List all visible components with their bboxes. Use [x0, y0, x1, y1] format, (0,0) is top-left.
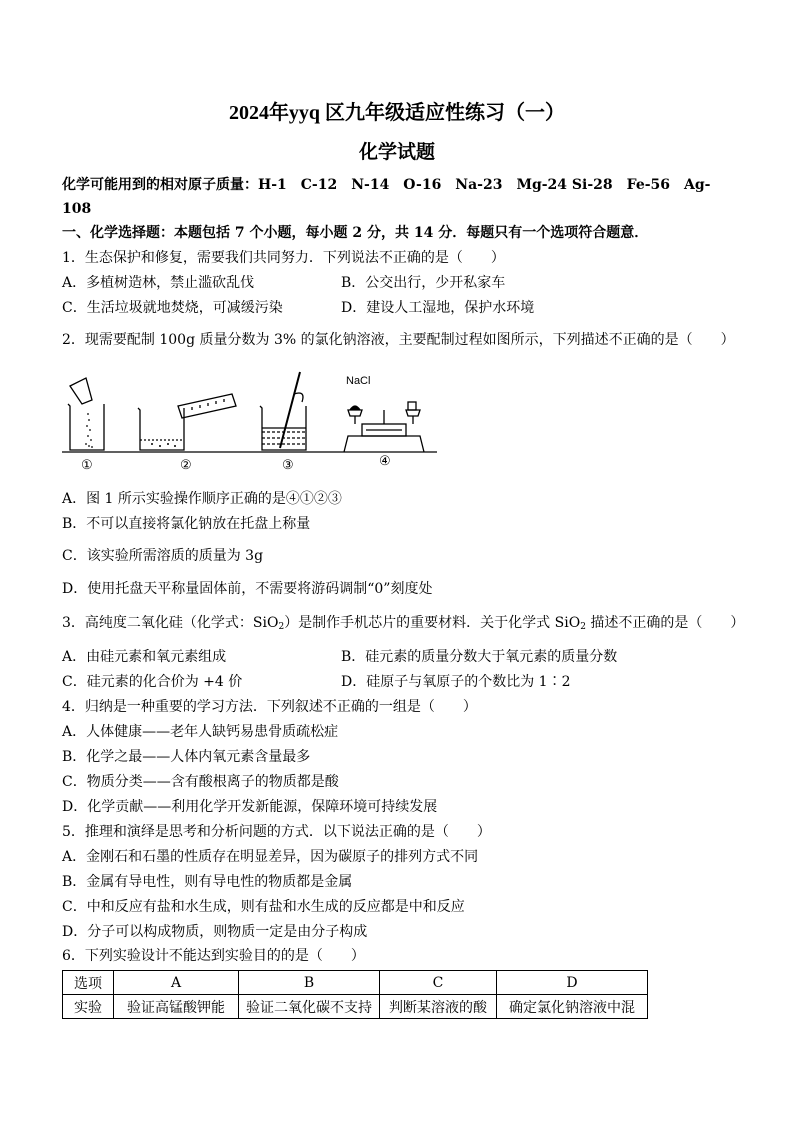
q3-stem-part1: 3．高纯度二氧化硅（化学式：SiO [62, 615, 279, 631]
q3-stem [62, 613, 744, 637]
atomic-masses-line1: 化学可能用到的相对原子质量：H-1 C-12 N-14 O-16 Na-23 Mg-24 Si-28 Fe-56 Ag- [62, 177, 711, 193]
q3-stem-part3: 描述不正确的是（ ） [585, 615, 745, 631]
exam-subtitle: 化学试题 [358, 142, 435, 163]
table-cell: 确定氯化钠溶液中混 [497, 995, 648, 1019]
q5-option-c: C．中和反应有盐和水生成，则有盐和水生成的反应都是中和反应 [62, 899, 465, 915]
q3-option-d: D．硅原子与氧原子的个数比为 1∶2 [341, 674, 571, 690]
section-heading: 一、化学选择题：本题包括 7 个小题，每小题 2 分，共 14 分．每题只有一个选项符合题意． [62, 225, 649, 241]
q3-subscript-1: 2 [278, 622, 285, 632]
q2-figure [62, 370, 442, 480]
figure-label-1: ① [81, 458, 93, 473]
table-cell: 验证二氧化碳不支持 [239, 995, 380, 1019]
q3-subscript-2: 2 [580, 622, 586, 632]
q2-stem: 2．现需要配制 100g 质量分数为 3% 的氯化钠溶液，主要配制过程如图所示，下列描述不正确的是（ ） [62, 332, 735, 348]
figure-label-3: ③ [282, 458, 294, 473]
q6-stem: 6．下列实验设计不能达到实验目的的是（ ） [62, 948, 365, 964]
q2-option-d: D．使用托盘天平称量固体前，不需要将游码调制“0”刻度处 [62, 581, 433, 597]
q1-option-d: D．建设人工湿地，保护水环境 [341, 300, 535, 316]
q1-option-b: B．公交出行，少开私家车 [341, 275, 506, 291]
q5-option-b: B．金属有导电性，则有导电性的物质都是金属 [62, 874, 353, 890]
q4-stem: 4．归纳是一种重要的学习方法．下列叙述不正确的一组是（ ） [62, 699, 477, 715]
table-cell: 判断某溶液的酸 [380, 995, 497, 1019]
q6-table [62, 970, 648, 1019]
q4-option-c: C．物质分类——含有酸根离子的物质都是酸 [62, 774, 339, 790]
q3-stem-part2: ）是制作手机芯片的重要材料．关于化学式 SiO [284, 615, 581, 631]
q1-option-c: C．生活垃圾就地焚烧，可减缓污染 [62, 300, 283, 316]
q2-option-b: B．不可以直接将氯化钠放在托盘上称量 [62, 516, 311, 532]
table-header-cell: C [380, 971, 497, 995]
q1-stem: 1．生态保护和修复，需要我们共同努力．下列说法不正确的是（ ） [62, 250, 505, 266]
q3-option-a: A．由硅元素和氧元素组成 [62, 649, 227, 665]
q5-option-a: A．金刚石和石墨的性质存在明显差异，因为碳原子的排列方式不同 [62, 849, 479, 865]
q4-option-b: B．化学之最——人体内氧元素含量最多 [62, 749, 311, 765]
figure-label-2: ② [180, 458, 192, 473]
q5-option-d: D．分子可以构成物质，则物质一定是由分子构成 [62, 924, 368, 940]
q4-option-a: A．人体健康——老年人缺钙易患骨质疏松症 [62, 724, 339, 740]
table-header-cell: D [497, 971, 648, 995]
exam-title: 2024年yyq 区九年级适应性练习（一） [228, 102, 566, 124]
q3-option-c: C．硅元素的化合价为 +4 价 [62, 674, 243, 690]
q1-option-a: A．多植树造林，禁止滥砍乱伐 [62, 275, 255, 291]
figure-label-4: ④ [379, 454, 391, 469]
q2-option-c: C．该实验所需溶质的质量为 3g [62, 548, 264, 564]
table-row [63, 971, 648, 995]
table-cell: 验证高锰酸钾能 [114, 995, 239, 1019]
table-header-cell: A [114, 971, 239, 995]
q2-option-a: A．图 1 所示实验操作顺序正确的是④①②③ [62, 491, 342, 507]
table-header-cell: 选项 [63, 971, 114, 995]
nacl-label: NaCl [346, 375, 371, 387]
q5-stem: 5．推理和演绎是思考和分析问题的方式．以下说法正确的是（ ） [62, 824, 491, 840]
q3-option-b: B．硅元素的质量分数大于氧元素的质量分数 [341, 649, 618, 665]
table-header-cell: B [239, 971, 380, 995]
q4-option-d: D．化学贡献——利用化学开发新能源，保障环境可持续发展 [62, 799, 438, 815]
table-row [63, 995, 648, 1019]
atomic-masses-line2: 108 [62, 201, 92, 217]
table-cell: 实验 [63, 995, 114, 1019]
